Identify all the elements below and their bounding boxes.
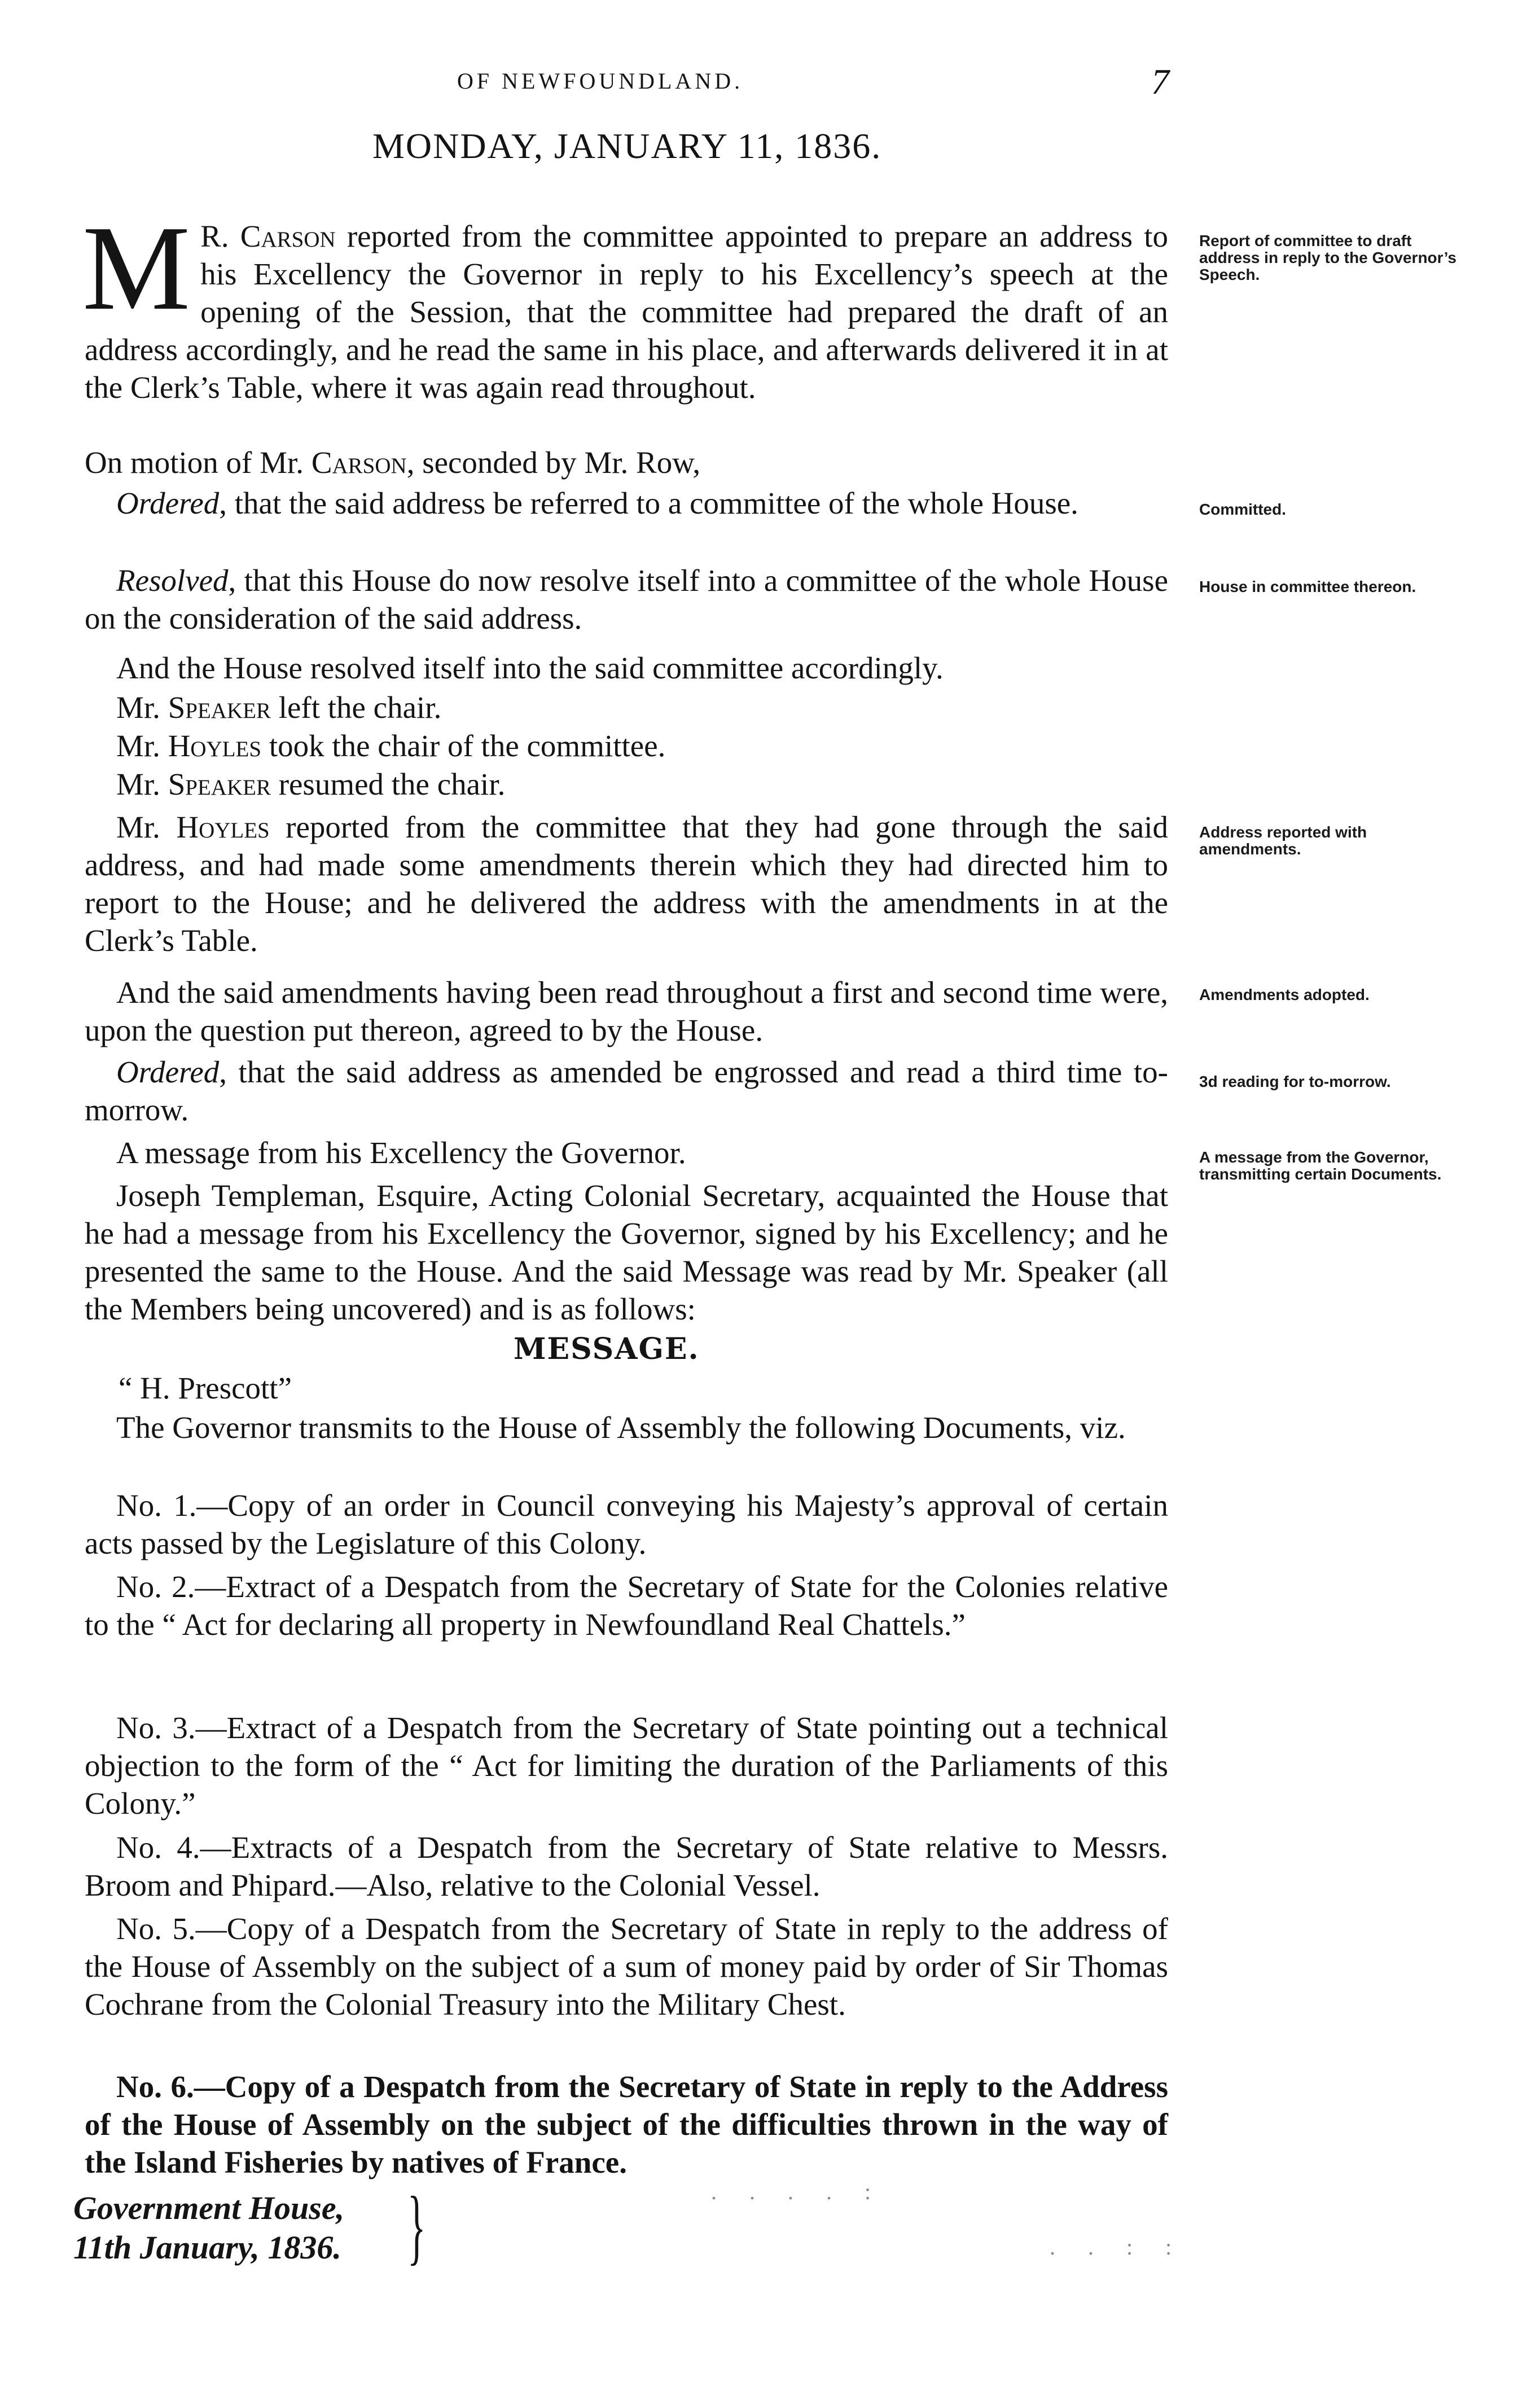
text-run: , that this House do now resolve itself into a committee of the whole House on the consideration of the said address. bbox=[85, 563, 1168, 635]
signoff-place: Government House, bbox=[73, 2190, 345, 2226]
ordered-label: Ordered bbox=[116, 486, 220, 520]
name-speaker: Speaker bbox=[168, 767, 271, 801]
text-run: left the chair. bbox=[270, 690, 442, 725]
paragraph-ordered-engrossed bbox=[85, 1053, 1168, 1129]
paragraph-documents-intro: The Governor transmits to the House of Assembly the following Documents, viz. bbox=[116, 1410, 1126, 1445]
document-item-4: No. 4.—Extracts of a Despatch from the Secretary of State relative to Messrs. Broom and Phipard.—Also, relative to the Colonial Vessel. bbox=[85, 1830, 1168, 1902]
text-run: resumed the chair. bbox=[270, 767, 506, 801]
brace-glyph: } bbox=[407, 2179, 426, 2273]
ordered-label: Ordered bbox=[116, 1055, 220, 1089]
margin-note-committed: Committed. bbox=[1199, 501, 1286, 518]
paragraph-templeman: Joseph Templeman, Esquire, Acting Colonial Secretary, acquainted the House that he had a message from his Excellency the Governor, signed by his Excellency; and he presented the same to the House. And the said Message was read by Mr. Speaker (all the Members being uncovered) and is as follows: bbox=[85, 1178, 1168, 1326]
margin-note-address-reported: Address reported with amendments. bbox=[1199, 823, 1367, 858]
text-run: reported from the committee that they had gone through the said address, and had made some amendments therein which they had directed him to report to the House; and he delivered the address with the amendments in at the Clerk’s Table. bbox=[85, 810, 1168, 958]
document-item-5: No. 5.—Copy of a Despatch from the Secretary of State in reply to the address of the House of Assembly on the subject of a sum of money paid by order of Sir Thomas Cochrane from the Colonial Treasury into the Military Chest. bbox=[85, 1911, 1168, 2021]
scan-dots: . . : : bbox=[1050, 2234, 1186, 2260]
paragraph-speaker-left bbox=[85, 688, 1168, 726]
text-run: Mr. bbox=[116, 690, 168, 725]
paragraph-house-resolved: And the House resolved itself into the said committee accordingly. bbox=[116, 651, 944, 685]
text-run: , that the said address as amended be engrossed and read a third time to-morrow. bbox=[85, 1055, 1168, 1127]
date-heading: MONDAY, JANUARY 11, 1836. bbox=[372, 126, 882, 166]
name-hoyles: Hoyles bbox=[168, 729, 262, 763]
text-run: , seconded by Mr. Row, bbox=[406, 445, 701, 480]
name-hoyles: Hoyles bbox=[176, 810, 270, 844]
margin-note-amendments-adopted: Amendments adopted. bbox=[1199, 986, 1370, 1003]
page-number: 7 bbox=[1151, 62, 1169, 102]
text-run: R. bbox=[200, 219, 240, 253]
resolved-label: Resolved bbox=[116, 563, 229, 598]
paragraph-hoyles-report bbox=[85, 808, 1168, 959]
margin-note-report: Report of committee to draft address in reply to the Governor’s Speech. bbox=[1199, 232, 1456, 283]
paragraph-ordered-referred bbox=[85, 484, 1168, 522]
text-run: Mr. bbox=[116, 767, 168, 801]
margin-note-house-committee: House in committee thereon. bbox=[1199, 578, 1416, 595]
paragraph-hoyles-chair bbox=[85, 727, 1168, 765]
paragraph-resolved bbox=[85, 562, 1168, 637]
paragraph-motion bbox=[85, 444, 1168, 481]
drop-cap: M bbox=[82, 200, 191, 335]
margin-note-third-reading: 3d reading for to-morrow. bbox=[1199, 1073, 1391, 1090]
document-item-3: No. 3.—Extract of a Despatch from the Secretary of State pointing out a technical objection to the form of the “ Act for limiting the duration of the Parliaments of this Colony.” bbox=[85, 1710, 1168, 1821]
margin-note-message: A message from the Governor, transmitting certain Documents. bbox=[1199, 1148, 1442, 1183]
document-item-1: No. 1.—Copy of an order in Council conveying his Majesty’s approval of certain acts passed by the Legislature of this Colony. bbox=[85, 1488, 1168, 1560]
running-head: OF NEWFOUNDLAND. bbox=[457, 68, 744, 94]
text-run: reported from the committee appointed to prepare an address to his Excellency the Governor in reply to his Excellency’s speech at the opening of the Session, that the committee had prepared the draft of an address accordingly, and he read the same in his place, and afterwards delivered it in at the Clerk’s Table, where it was again read throughout. bbox=[85, 219, 1168, 405]
paragraph-amendments: And the said amendments having been read throughout a first and second time were, upon the question put thereon, agreed to by the House. bbox=[85, 975, 1168, 1047]
text-run: took the chair of the committee. bbox=[261, 729, 666, 763]
name-speaker: Speaker bbox=[168, 690, 271, 725]
name-carson: Carson bbox=[240, 219, 336, 253]
text-run: On motion of Mr. bbox=[85, 445, 311, 480]
scan-dots: . . . . : bbox=[711, 2179, 885, 2204]
paragraph-carson-report bbox=[82, 200, 1168, 406]
name-carson: Carson bbox=[311, 445, 407, 480]
text-run: , that the said address be referred to a committee of the whole House. bbox=[219, 486, 1078, 520]
text-run: Mr. bbox=[116, 810, 177, 844]
document-item-6: No. 6.—Copy of a Despatch from the Secretary of State in reply to the Address of the House of Assembly on the subject of the difficulties thrown in the way of the Island Fisheries by natives of France. bbox=[85, 2069, 1168, 2179]
paragraph-speaker-resumed bbox=[85, 765, 1168, 803]
paragraph-message-announce: A message from his Excellency the Governor. bbox=[116, 1135, 686, 1170]
signoff-date: 11th January, 1836. bbox=[73, 2229, 341, 2266]
text-run: Mr. bbox=[116, 729, 168, 763]
document-item-2: No. 2.—Extract of a Despatch from the Secretary of State for the Colonies relative to the “ Act for declaring all property in Newfoundland Real Chattels.” bbox=[85, 1569, 1168, 1642]
message-heading: MESSAGE. bbox=[514, 1332, 700, 1366]
message-signature: “ H. Prescott” bbox=[119, 1371, 292, 1405]
